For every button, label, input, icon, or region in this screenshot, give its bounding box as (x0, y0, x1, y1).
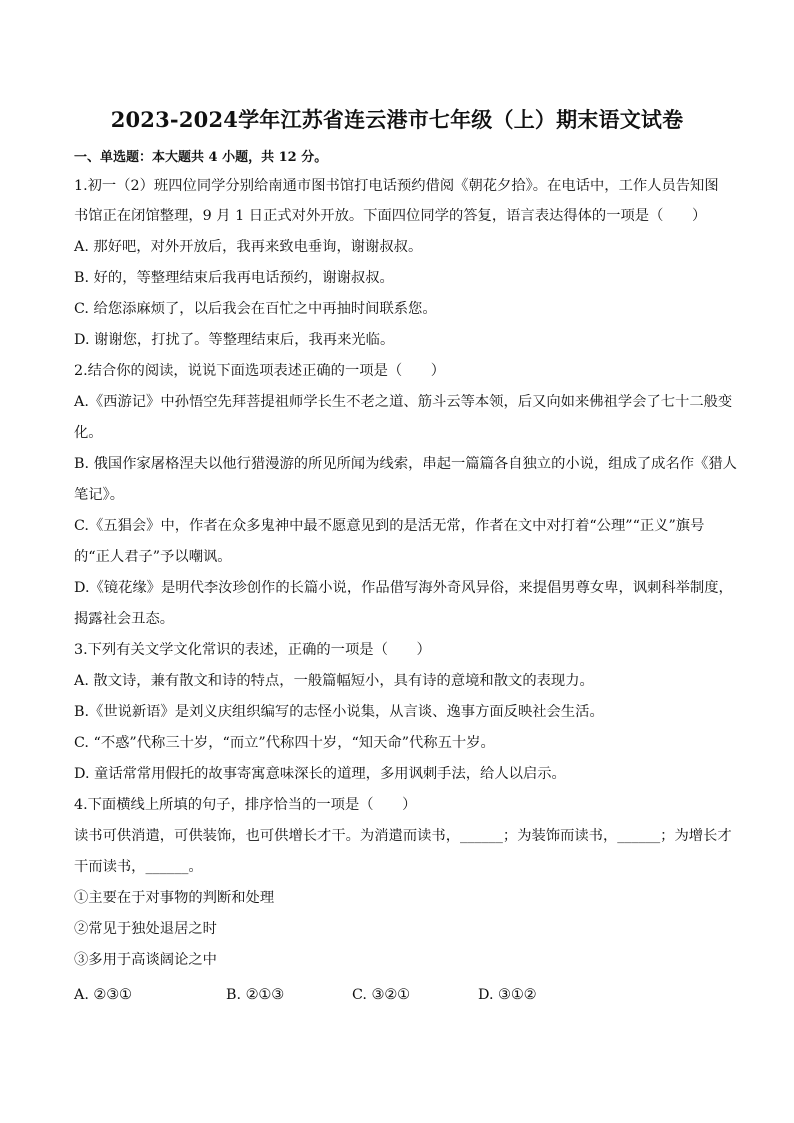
text-line: 揭露社会丑态。 (74, 611, 175, 627)
text-line: ①主要在于对事物的判断和处理 (74, 890, 275, 906)
text-line: ②常见于独处退居之时 (74, 921, 217, 937)
text-line: A. 散文诗，兼有散文和诗的特点，一般篇幅短小，具有诗的意境和散文的表现力。 (74, 673, 594, 689)
text-line: 4.下面横线上所填的句子，排序恰当的一项是（ ） (74, 797, 417, 813)
text-line: B.《世说新语》是刘义庆组织编写的志怪小说集，从言谈、逸事方面反映社会生活。 (74, 704, 604, 720)
text-line: ③多用于高谈阔论之中 (74, 952, 217, 968)
text-line: B. 俄国作家屠格涅夫以他行猎漫游的所见所闻为线索，串起一篇篇各自独立的小说，组成了成名作《猎人 (74, 456, 737, 472)
text-line: D.《镜花缘》是明代李汝珍创作的长篇小说，作品借写海外奇风异俗，来提倡男尊女卑，讽刺科举制度， (74, 580, 733, 596)
text-line: 读书可供消遣，可供装饰，也可供增长才干。为消遣而读书，______；为装饰而读书，______；为增长才 (74, 828, 732, 844)
section-heading: 一、单选题：本大题共 4 小题，共 12 分。 (74, 150, 328, 165)
text-line: C. “不惑”代称三十岁，“而立”代称四十岁，“知天命”代称五十岁。 (74, 735, 495, 751)
choice-d: D. ③①② (478, 987, 537, 1003)
choice-a: A. ②③① (74, 987, 132, 1003)
text-line: A. 那好吧，对外开放后，我再来致电垂询，谢谢叔叔。 (74, 239, 423, 255)
text-line: 2.结合你的阅读，说说下面选项表述正确的一项是（ ） (74, 363, 446, 379)
text-line: 1.初一（2）班四位同学分别给南通市图书馆打电话预约借阅《朝花夕拾》。在电话中，工作人员告知图 (74, 178, 719, 194)
choice-b: B. ②①③ (226, 987, 285, 1003)
text-line: D. 童话常常用假托的故事寄寓意味深长的道理，多用讽刺手法，给人以启示。 (74, 766, 566, 782)
text-line: A.《西游记》中孙悟空先拜菩提祖师学长生不老之道、筋斗云等本领，后又向如来佛祖学会了七十二般变 (74, 394, 733, 410)
text-line: 笔记》。 (74, 487, 125, 503)
text-line: B. 好的，等整理结束后我再电话预约，谢谢叔叔。 (74, 270, 394, 286)
text-line: D. 谢谢您，打扰了。等整理结束后，我再来光临。 (74, 332, 395, 348)
text-line: 3.下列有关文学文化常识的表述，正确的一项是（ ） (74, 642, 431, 658)
text-line: 化。 (74, 425, 103, 441)
exam-title: 2023-2024学年江苏省连云港市七年级（上）期末语文试卷 (110, 107, 684, 132)
text-line: 的“正人君子”予以嘲讽。 (74, 549, 232, 565)
choice-c: C. ③②① (352, 987, 410, 1003)
text-line: C.《五猖会》中，作者在众多鬼神中最不愿意见到的是活无常，作者在文中对打着“公理”“正义”旗号 (74, 518, 705, 534)
text-line: C. 给您添麻烦了，以后我会在百忙之中再抽时间联系您。 (74, 301, 437, 317)
text-line: 书馆正在闭馆整理，9 月 1 日正式对外开放。下面四位同学的答复，语言表达得体的一项是（ ） (74, 208, 707, 224)
text-line: 干而读书，______。 (74, 859, 203, 875)
